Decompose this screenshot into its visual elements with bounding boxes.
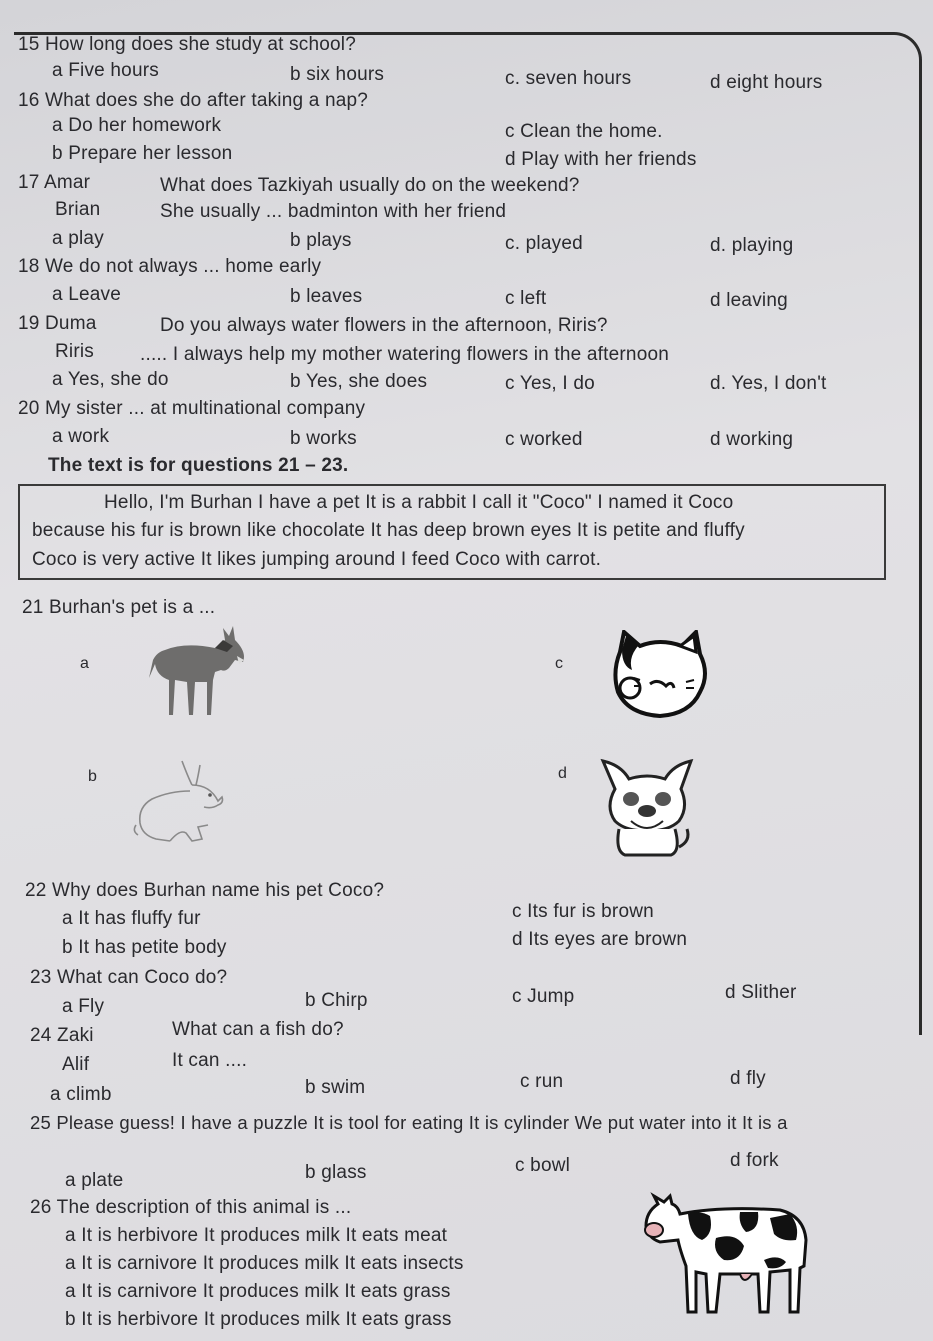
q22-option-b[interactable]: b It has petite body — [62, 937, 227, 958]
q23-option-b[interactable]: b Chirp — [305, 990, 368, 1011]
q25-option-b[interactable]: b glass — [305, 1162, 367, 1183]
q20-question: 20 My sister ... at multinational company — [18, 398, 366, 419]
q15-option-c[interactable]: c. seven hours — [505, 68, 632, 89]
q19-line-1: Do you always water flowers in the afternoon, Riris? — [160, 315, 608, 336]
q24-line-1: What can a fish do? — [172, 1019, 344, 1040]
q19-option-d[interactable]: d. Yes, I don't — [710, 373, 827, 394]
q18-question: 18 We do not always ... home early — [18, 256, 322, 277]
q23-option-d[interactable]: d Slither — [725, 982, 797, 1003]
q21-question: 21 Burhan's pet is a ... — [22, 597, 216, 618]
q26-question: 26 The description of this animal is ... — [30, 1197, 352, 1218]
q20-option-c[interactable]: c worked — [505, 429, 583, 450]
q26-option-1[interactable]: a It is herbivore It produces milk It eats meat — [65, 1225, 448, 1246]
q16-option-b[interactable]: b Prepare her lesson — [52, 143, 233, 164]
q26-option-4[interactable]: b It is herbivore It produces milk It eats grass — [65, 1309, 452, 1330]
q17-speaker-1: 17 Amar — [18, 172, 91, 193]
q18-option-b[interactable]: b leaves — [290, 286, 363, 307]
q24-option-a[interactable]: a climb — [50, 1084, 112, 1105]
q23-question: 23 What can Coco do? — [30, 967, 228, 988]
q21-option-b-label[interactable]: b — [88, 768, 98, 785]
q24-speaker-1: 24 Zaki — [30, 1025, 94, 1046]
q18-option-c[interactable]: c left — [505, 288, 547, 309]
q16-option-a[interactable]: a Do her homework — [52, 115, 222, 136]
q19-option-b[interactable]: b Yes, she does — [290, 371, 428, 392]
q17-option-c[interactable]: c. played — [505, 233, 583, 254]
q17-line-1: What does Tazkiyah usually do on the weekend? — [160, 175, 580, 196]
q17-option-d[interactable]: d. playing — [710, 235, 794, 256]
dog-image[interactable] — [595, 755, 700, 860]
q18-option-a[interactable]: a Leave — [52, 284, 122, 305]
q15-option-d[interactable]: d eight hours — [710, 72, 823, 93]
passage-line-3: Coco is very active It likes jumping around I feed Coco with carrot. — [32, 549, 602, 570]
q20-option-a[interactable]: a work — [52, 426, 110, 447]
q20-option-d[interactable]: d working — [710, 429, 794, 450]
q20-option-b[interactable]: b works — [290, 428, 357, 449]
rabbit-image[interactable] — [130, 755, 230, 850]
q17-speaker-2: Brian — [55, 199, 101, 220]
q26-option-2[interactable]: a It is carnivore It produces milk It eats insects — [65, 1253, 464, 1274]
q19-speaker-1: 19 Duma — [18, 313, 97, 334]
q23-option-c[interactable]: c Jump — [512, 986, 575, 1007]
q18-option-d[interactable]: d leaving — [710, 290, 788, 311]
cow-image — [640, 1190, 815, 1315]
q22-question: 22 Why does Burhan name his pet Coco? — [25, 880, 385, 901]
q21-option-c-label[interactable]: c — [555, 655, 564, 672]
q16-option-d[interactable]: d Play with her friends — [505, 149, 697, 170]
q25-option-c[interactable]: c bowl — [515, 1155, 571, 1176]
q21-option-d-label[interactable]: d — [558, 765, 568, 782]
q15-option-a[interactable]: a Five hours — [52, 60, 159, 81]
donkey-image[interactable] — [145, 620, 250, 720]
q26-option-3[interactable]: a It is carnivore It produces milk It eats grass — [65, 1281, 451, 1302]
passage-line-1: Hello, I'm Burhan I have a pet It is a rabbit I call it "Coco" I named it Coco — [104, 492, 734, 513]
q25-option-d[interactable]: d fork — [730, 1150, 779, 1171]
q23-option-a[interactable]: a Fly — [62, 996, 105, 1017]
q17-option-b[interactable]: b plays — [290, 230, 352, 251]
passage-header: The text is for questions 21 – 23. — [48, 455, 349, 476]
q17-line-2: She usually ... badminton with her friend — [160, 201, 507, 222]
q24-option-d[interactable]: d fly — [730, 1068, 766, 1089]
passage-line-2: because his fur is brown like chocolate It has deep brown eyes It is petite and fluffy — [32, 520, 745, 541]
q15-option-b[interactable]: b six hours — [290, 64, 385, 85]
q22-option-a[interactable]: a It has fluffy fur — [62, 908, 201, 929]
q16-question: 16 What does she do after taking a nap? — [18, 90, 369, 111]
q22-option-c[interactable]: c Its fur is brown — [512, 901, 654, 922]
q24-line-2: It can .... — [172, 1050, 248, 1071]
q25-option-a[interactable]: a plate — [65, 1170, 124, 1191]
q22-option-d[interactable]: d Its eyes are brown — [512, 929, 688, 950]
q19-line-2: ..... I always help my mother watering flowers in the afternoon — [140, 344, 670, 365]
q19-option-a[interactable]: a Yes, she do — [52, 369, 169, 390]
q15-question: 15 How long does she study at school? — [18, 34, 356, 55]
q17-option-a[interactable]: a play — [52, 228, 104, 249]
q16-option-c[interactable]: c Clean the home. — [505, 121, 663, 142]
cat-image[interactable] — [610, 630, 715, 720]
q25-question: 25 Please guess! I have a puzzle It is tool for eating It is cylinder We put water into it It is a — [30, 1112, 788, 1133]
q19-option-c[interactable]: c Yes, I do — [505, 373, 595, 394]
q24-option-c[interactable]: c run — [520, 1071, 564, 1092]
q21-option-a-label[interactable]: a — [80, 655, 90, 672]
q24-option-b[interactable]: b swim — [305, 1077, 366, 1098]
q24-speaker-2: Alif — [62, 1054, 90, 1075]
q19-speaker-2: Riris — [55, 341, 94, 362]
passage-box — [18, 484, 886, 580]
